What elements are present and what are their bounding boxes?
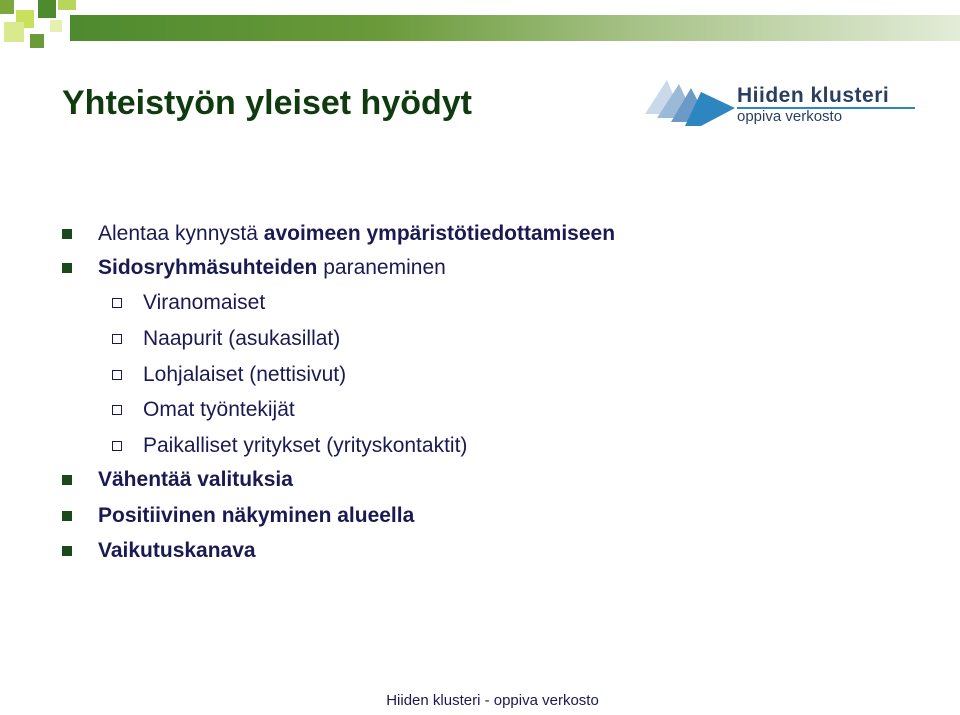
logo-name: Hiiden klusteri — [737, 84, 890, 107]
square-bullet-icon — [62, 546, 72, 556]
bullet-text: Lohjalaiset (nettisivut) — [143, 363, 347, 386]
slide-footer: Hiiden klusteri - oppiva verkosto — [386, 692, 599, 709]
bullet-text: Sidosryhmäsuhteiden — [98, 256, 324, 279]
square-bullet-icon — [62, 263, 72, 273]
bullet-text: Alentaa kynnystä — [98, 222, 264, 245]
bullet-item — [98, 222, 615, 246]
bullet-text: Positiivinen näkyminen alueella — [98, 504, 415, 527]
hollow-square-bullet-icon — [112, 370, 122, 380]
bullet-item — [143, 291, 265, 315]
square-bullet-icon — [62, 475, 72, 485]
bullet-item — [143, 363, 346, 387]
bullet-text: avoimeen ympäristötiedottamiseen — [263, 222, 616, 245]
bullet-text: Vähentää valituksia — [98, 468, 293, 491]
slide-title: Yhteistyön yleiset hyödyt — [62, 84, 472, 122]
bullet-item — [98, 504, 414, 528]
hollow-square-bullet-icon — [112, 298, 122, 308]
bullet-text: Naapurit (asukasillat) — [143, 327, 341, 350]
hollow-square-bullet-icon — [112, 441, 122, 451]
bullet-item — [98, 539, 256, 563]
bullet-text: Paikalliset yritykset (yrityskontaktit) — [143, 434, 468, 457]
bullet-text: Viranomaiset — [143, 291, 266, 314]
bullet-item — [143, 434, 467, 458]
bullet-item — [143, 327, 340, 351]
square-bullet-icon — [62, 511, 72, 521]
bullet-text: Omat työntekijät — [143, 398, 295, 421]
bullet-item — [143, 398, 295, 422]
hollow-square-bullet-icon — [112, 405, 122, 415]
bullet-text: paraneminen — [323, 256, 446, 279]
bullet-item — [98, 468, 293, 492]
bullet-text: Vaikutuskanava — [98, 539, 256, 562]
bullet-item — [98, 256, 446, 280]
hollow-square-bullet-icon — [112, 334, 122, 344]
logo-subtitle: oppiva verkosto — [737, 108, 843, 125]
square-bullet-icon — [62, 229, 72, 239]
